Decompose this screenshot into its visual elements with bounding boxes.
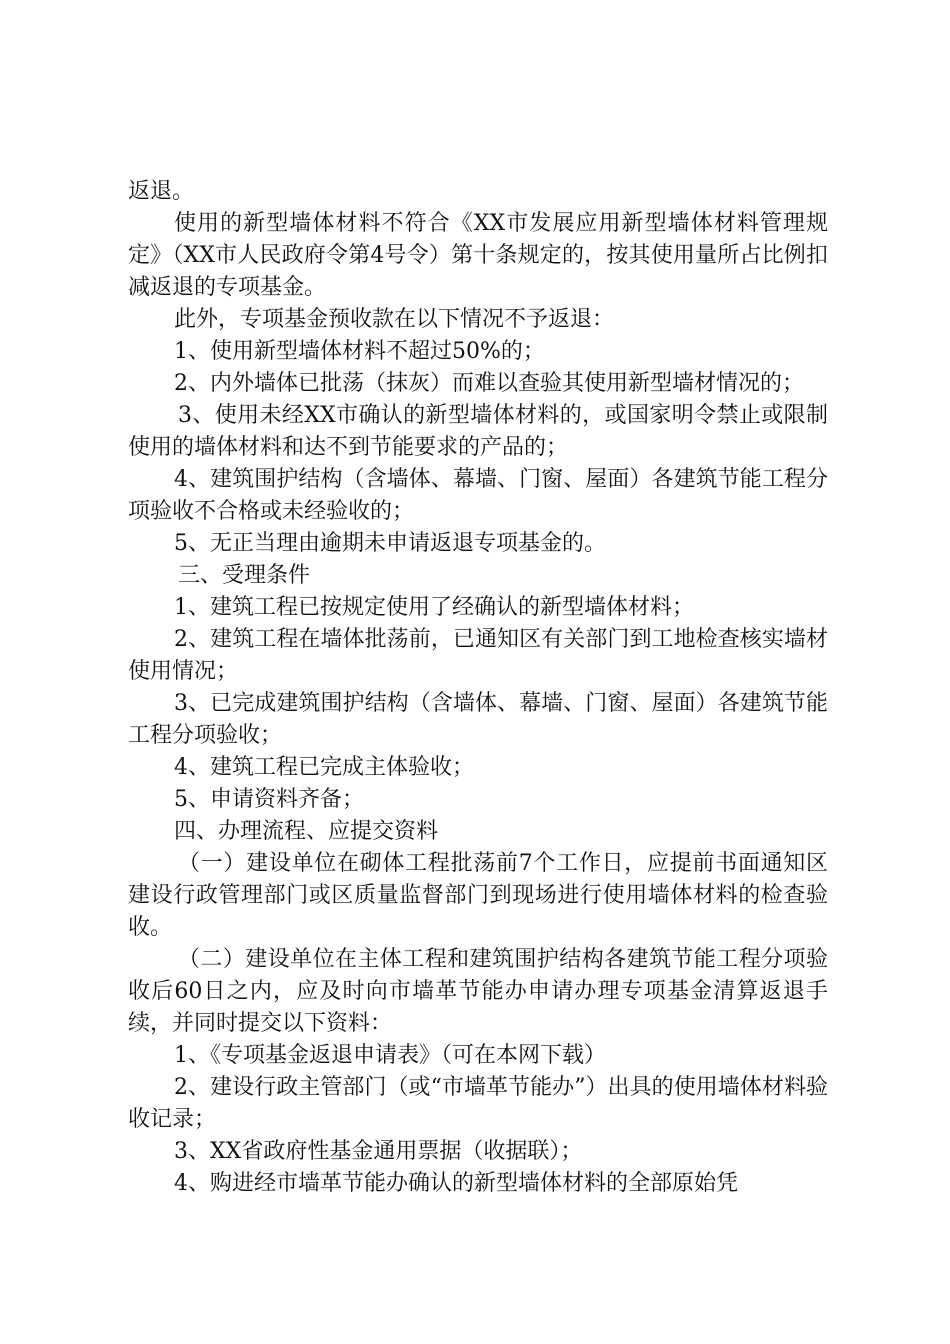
list-item-no-refund-1: 1、使用新型墙体材料不超过50%的； bbox=[174, 339, 545, 364]
list-item-acceptance-5: 5、申请资料齐备； bbox=[174, 787, 364, 812]
list-item-material-1: 1、《专项基金返退申请表》（可在本网下载） bbox=[174, 1043, 606, 1068]
list-item-acceptance-4: 4、建筑工程已完成主体验收； bbox=[174, 755, 474, 780]
list-item-acceptance-2: 2、建筑工程在墙体批荡前，已通知区有关部门到工地检查核实墙材使用情况； bbox=[128, 627, 828, 684]
list-item-material-4: 4、购进经市墙革节能办确认的新型墙体材料的全部原始凭 bbox=[174, 1171, 738, 1196]
list-item-acceptance-3: 3、已完成建筑围护结构（含墙体、幕墙、门窗、屋面）各建筑节能工程分项验收； bbox=[128, 691, 828, 748]
list-item-material-3: 3、XX省政府性基金通用票据（收据联）； bbox=[174, 1139, 583, 1164]
list-item-no-refund-4: 4、建筑围护结构（含墙体、幕墙、门窗、屋面）各建筑节能工程分项验收不合格或未经验收的； bbox=[128, 467, 828, 524]
paragraph-continuation: 返退。 bbox=[128, 179, 195, 204]
list-item-no-refund-5: 5、无正当理由逾期未申请返退专项基金的。 bbox=[174, 531, 606, 556]
document-body bbox=[128, 176, 828, 1200]
section-heading-procedure: 四、办理流程、应提交资料 bbox=[174, 819, 439, 844]
list-item-no-refund-2: 2、内外墙体已批荡（抹灰）而难以查验其使用新型墙材情况的； bbox=[174, 371, 804, 396]
section-heading-acceptance: 三、受理条件 bbox=[178, 563, 311, 588]
list-item-material-2: 2、建设行政主管部门（或“市墙革节能办”）出具的使用墙体材料验收记录； bbox=[128, 1075, 828, 1132]
list-item-acceptance-1: 1、建筑工程已按规定使用了经确认的新型墙体材料； bbox=[174, 595, 694, 620]
paragraph-wall-material-rule: 使用的新型墙体材料不符合《XX市发展应用新型墙体材料管理规定》（XX市人民政府令第4号令）第十条规定的，按其使用量所占比例扣减返退的专项基金。 bbox=[128, 211, 828, 300]
list-item-no-refund-3: 3、使用未经XX市确认的新型墙体材料的，或国家明令禁止或限制使用的墙体材料和达不到节能要求的产品的； bbox=[128, 403, 828, 460]
paragraph-no-refund-intro: 此外，专项基金预收款在以下情况不予返退： bbox=[174, 307, 615, 332]
paragraph-procedure-1: （一）建设单位在砌体工程批荡前7个工作日，应提前书面通知区建设行政管理部门或区质量监督部门到现场进行使用墙体材料的检查验收。 bbox=[128, 851, 828, 940]
paragraph-procedure-2: （二）建设单位在主体工程和建筑围护结构各建筑节能工程分项验收后60日之内，应及时向市墙革节能办申请办理专项基金清算返退手续，并同时提交以下资料： bbox=[128, 947, 828, 1036]
